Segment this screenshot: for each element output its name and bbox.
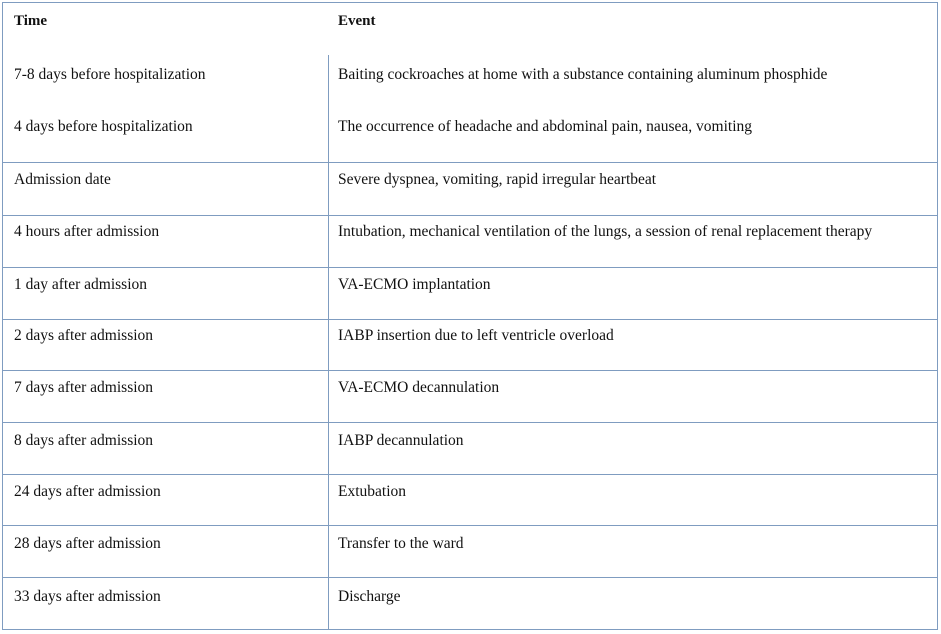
event-cell: Transfer to the ward	[338, 535, 464, 552]
event-cell: VA-ECMO decannulation	[338, 379, 500, 396]
time-cell: 7-8 days before hospitalization	[14, 66, 206, 83]
event-cell: Extubation	[338, 483, 407, 500]
event-cell: Severe dyspnea, vomiting, rapid irregular heartbeat	[338, 171, 657, 188]
time-cell: 4 days before hospitalization	[14, 118, 193, 135]
row-divider	[3, 525, 937, 526]
time-cell: 8 days after admission	[14, 432, 154, 449]
time-cell: 33 days after admission	[14, 588, 161, 605]
row-divider	[3, 422, 937, 423]
event-cell: Baiting cockroaches at home with a substance containing aluminum phosphide	[338, 66, 828, 83]
row-divider	[3, 162, 937, 163]
event-cell: VA-ECMO implantation	[338, 276, 491, 293]
event-cell: IABP decannulation	[338, 432, 464, 449]
time-cell: Admission date	[14, 171, 111, 188]
time-cell: 4 hours after admission	[14, 223, 160, 240]
row-divider	[3, 577, 937, 578]
event-cell: Discharge	[338, 588, 401, 605]
time-cell: 7 days after admission	[14, 379, 154, 396]
column-divider	[328, 55, 329, 629]
row-divider	[3, 215, 937, 216]
row-divider	[3, 370, 937, 371]
row-divider	[3, 319, 937, 320]
event-cell: IABP insertion due to left ventricle overload	[338, 327, 614, 344]
time-cell: 28 days after admission	[14, 535, 161, 552]
header-event: Event	[338, 13, 376, 29]
row-divider	[3, 474, 937, 475]
time-cell: 2 days after admission	[14, 327, 154, 344]
row-divider	[3, 267, 937, 268]
event-cell: The occurrence of headache and abdominal pain, nausea, vomiting	[338, 118, 753, 135]
event-cell: Intubation, mechanical ventilation of the lungs, a session of renal replacement therapy	[338, 223, 873, 240]
header-time: Time	[14, 13, 48, 29]
time-cell: 1 day after admission	[14, 276, 148, 293]
time-cell: 24 days after admission	[14, 483, 161, 500]
timeline-table	[2, 2, 938, 630]
